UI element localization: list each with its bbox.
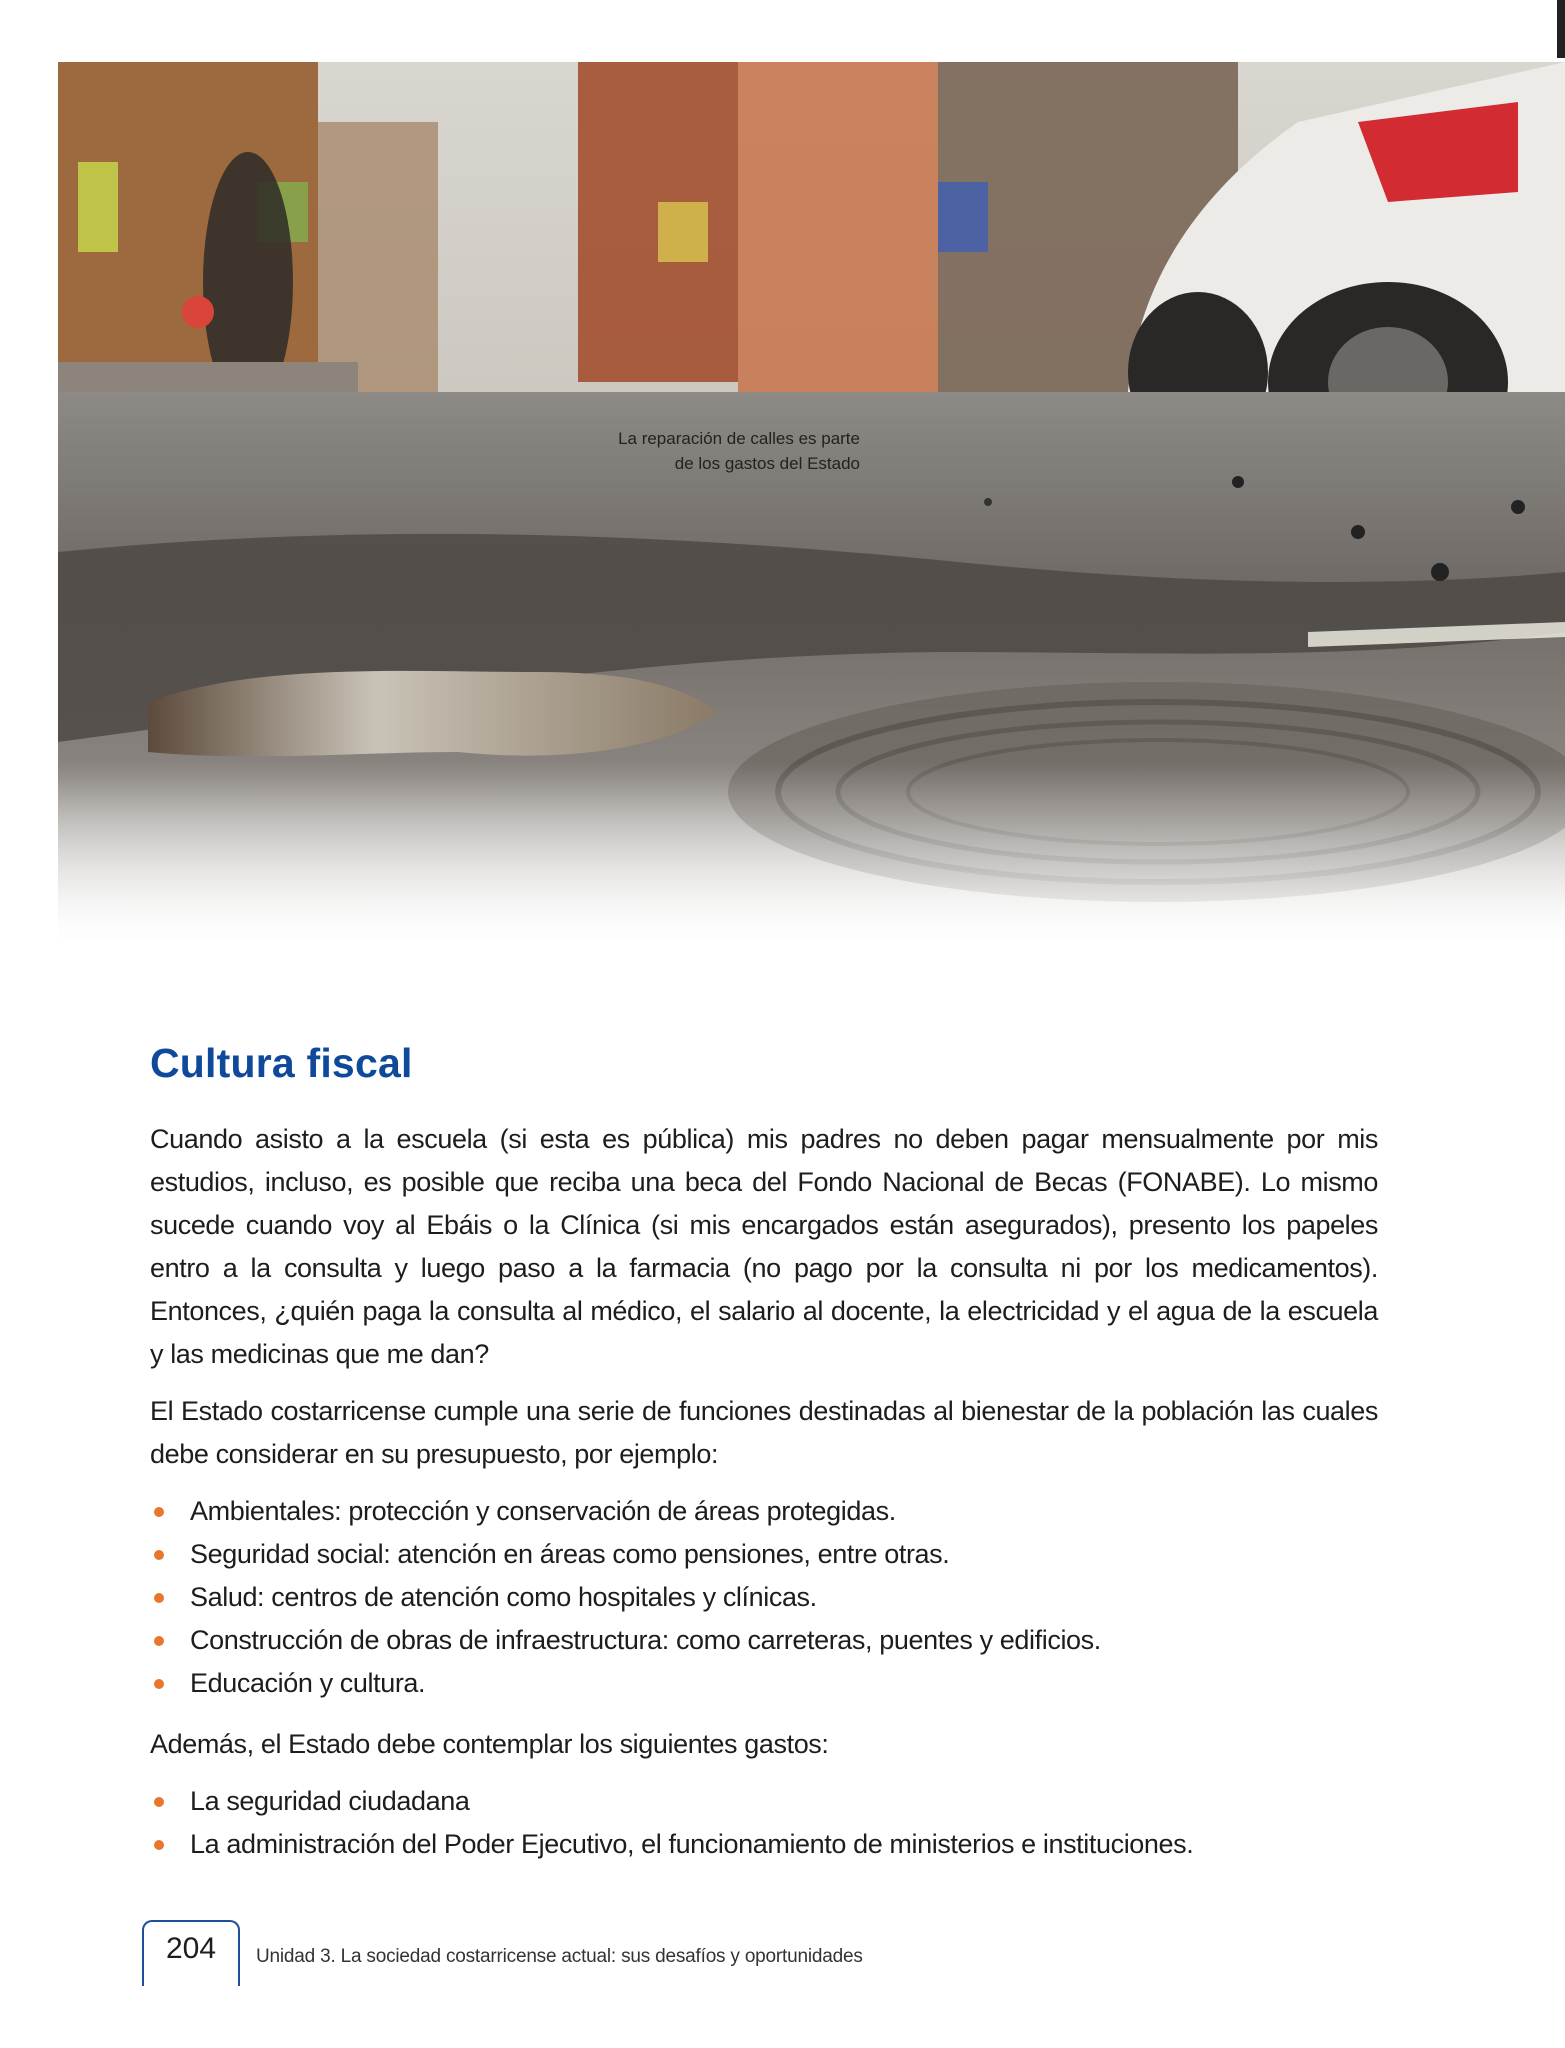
list-item xyxy=(150,1533,1378,1576)
unit-title: Unidad 3. La sociedad costarricense actual: sus desafíos y oportunidades xyxy=(256,1946,863,1967)
bullet-icon xyxy=(154,1636,164,1646)
photo-illustration xyxy=(58,62,1565,942)
expenses-list xyxy=(150,1780,1378,1866)
list-item-text: La administración del Poder Ejecutivo, el funcionamiento de ministerios e instituciones. xyxy=(190,1829,1194,1859)
street-pothole-photo xyxy=(58,62,1565,942)
paragraph-functions-intro: El Estado costarricense cumple una serie de funciones destinadas al bienestar de la población las cuales debe considerar en su presupuesto, por ejemplo: xyxy=(150,1396,1378,1469)
list-item xyxy=(150,1490,1378,1533)
list-item xyxy=(150,1576,1378,1619)
bullet-icon xyxy=(154,1593,164,1603)
bullet-icon xyxy=(154,1797,164,1807)
list-item xyxy=(150,1619,1378,1662)
list-item xyxy=(150,1662,1378,1705)
list-item-text: Seguridad social: atención en áreas como pensiones, entre otras. xyxy=(190,1539,950,1569)
list-item xyxy=(150,1780,1378,1823)
bullet-icon xyxy=(154,1550,164,1560)
list-item-text: Ambientales: protección y conservación de áreas protegidas. xyxy=(190,1496,896,1526)
photo-caption xyxy=(560,426,860,476)
list-item xyxy=(150,1823,1378,1866)
list-item-text: Educación y cultura. xyxy=(190,1668,426,1698)
photo-caption-line1: La reparación de calles es parte xyxy=(618,429,860,448)
list-item-text: Salud: centros de atención como hospitales y clínicas. xyxy=(190,1582,817,1612)
page-corner-mark xyxy=(1557,0,1565,58)
paragraph-intro: Cuando asisto a la escuela (si esta es pública) mis padres no deben pagar mensualmente por mis estudios, incluso, es posible que reciba una beca del Fondo Nacional de Becas (FONABE). Lo mismo sucede cuando voy al Ebáis o la Clínica (si mis encargados están asegurados), presento los papeles entro a la consulta y luego paso a la farmacia (no pago por la consulta ni por los medicamentos). Entonces, ¿quién paga la consulta al médico, el salario al docente, la electricidad y el agua de la escuela y las medicinas que me dan? xyxy=(150,1124,1378,1369)
bullet-icon xyxy=(154,1840,164,1850)
photo-caption-line2: de los gastos del Estado xyxy=(674,454,860,473)
bullet-icon xyxy=(154,1507,164,1517)
list-item-text: Construcción de obras de infraestructura: como carreteras, puentes y edificios. xyxy=(190,1625,1101,1655)
section-title: Cultura fiscal xyxy=(150,1040,413,1086)
list-item-text: La seguridad ciudadana xyxy=(190,1786,470,1816)
paragraph-expenses-intro: Además, el Estado debe contemplar los siguientes gastos: xyxy=(150,1729,829,1759)
bullet-icon xyxy=(154,1679,164,1689)
page-number: 204 xyxy=(165,1932,217,1965)
functions-list xyxy=(150,1490,1378,1705)
section-body xyxy=(150,1118,1378,1884)
